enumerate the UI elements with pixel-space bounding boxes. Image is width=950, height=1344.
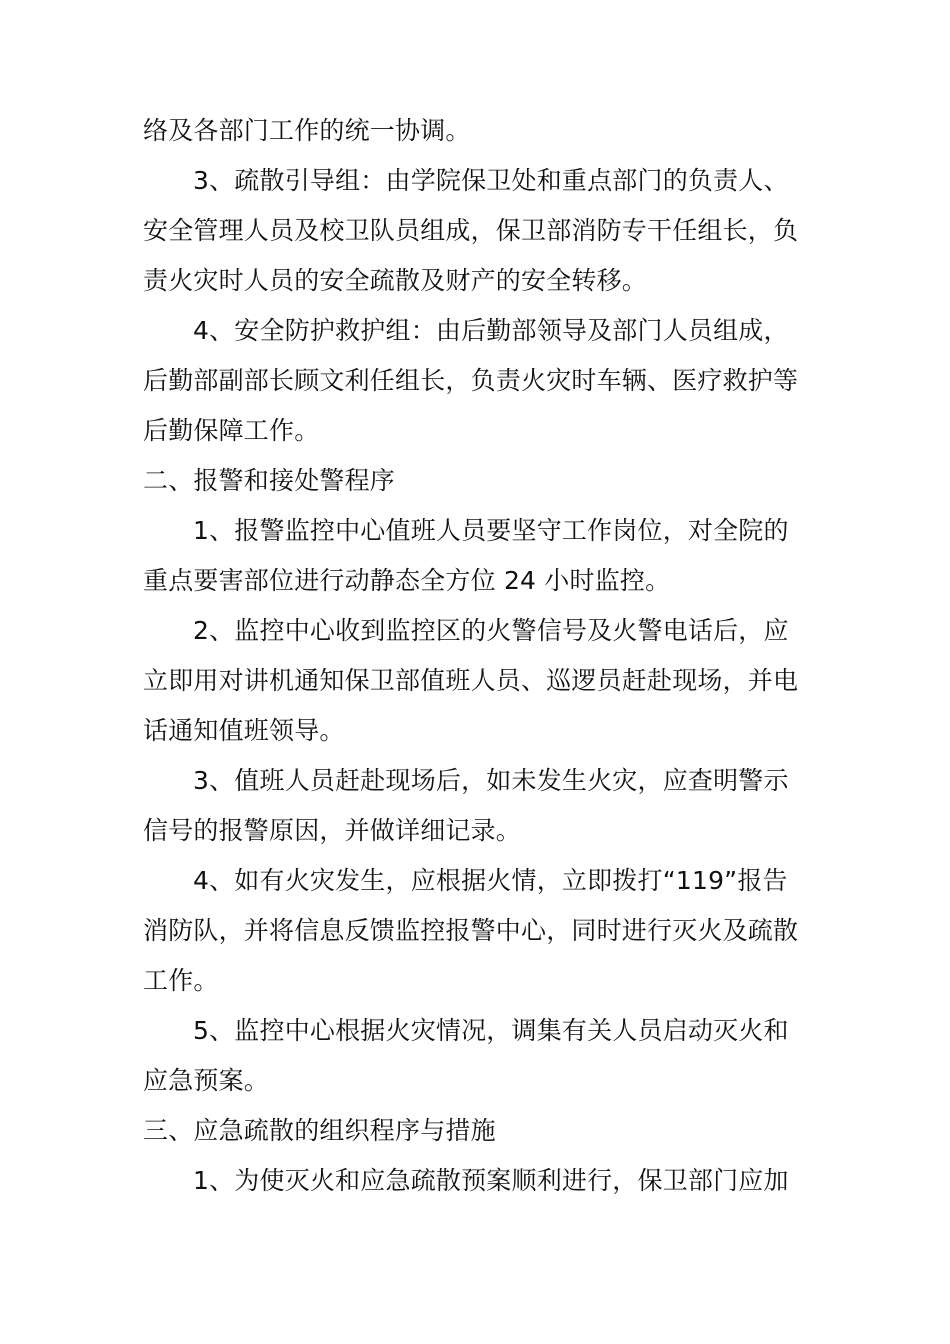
text-line: 安全管理人员及校卫队员组成，保卫部消防专干任组长，负: [143, 216, 799, 245]
text-line: 络及各部门工作的统一协调。: [143, 116, 471, 145]
text-line: 3、值班人员赶赴现场后，如未发生火灾，应查明警示: [193, 766, 789, 795]
text-line: 立即用对讲机通知保卫部值班人员、巡逻员赶赴现场，并电: [143, 666, 799, 695]
text-line: 后勤保障工作。: [143, 416, 320, 445]
text-line: 消防队，并将信息反馈监控报警中心，同时进行灭火及疏散: [143, 916, 799, 945]
text-line: 责火灾时人员的安全疏散及财产的安全转移。: [143, 266, 648, 295]
text-line: 5、监控中心根据火灾情况，调集有关人员启动灭火和: [193, 1016, 789, 1045]
text-line: 后勤部副部长顾文利任组长，负责火灾时车辆、医疗救护等: [143, 366, 799, 395]
document-body: [143, 106, 813, 1206]
text-line: 工作。: [143, 966, 219, 995]
text-line: 信号的报警原因，并做详细记录。: [143, 816, 522, 845]
section-heading: 三、应急疏散的组织程序与措施: [143, 1116, 496, 1145]
text-line: 4、安全防护救护组：由后勤部领导及部门人员组成，: [193, 316, 789, 345]
text-line: 话通知值班领导。: [143, 716, 345, 745]
text-line: 重点要害部位进行动静态全方位 24 小时监控。: [143, 566, 671, 595]
text-line: 应急预案。: [143, 1066, 270, 1095]
section-heading: 二、报警和接处警程序: [143, 466, 396, 495]
text-line: 1、报警监控中心值班人员要坚守工作岗位，对全院的: [193, 516, 789, 545]
text-line: 4、如有火灾发生，应根据火情，立即拨打“119”报告: [193, 866, 788, 895]
text-line: 3、疏散引导组：由学院保卫处和重点部门的负责人、: [193, 166, 789, 195]
text-line: 2、监控中心收到监控区的火警信号及火警电话后，应: [193, 616, 789, 645]
text-line: 1、为使灭火和应急疏散预案顺利进行，保卫部门应加: [193, 1166, 789, 1195]
